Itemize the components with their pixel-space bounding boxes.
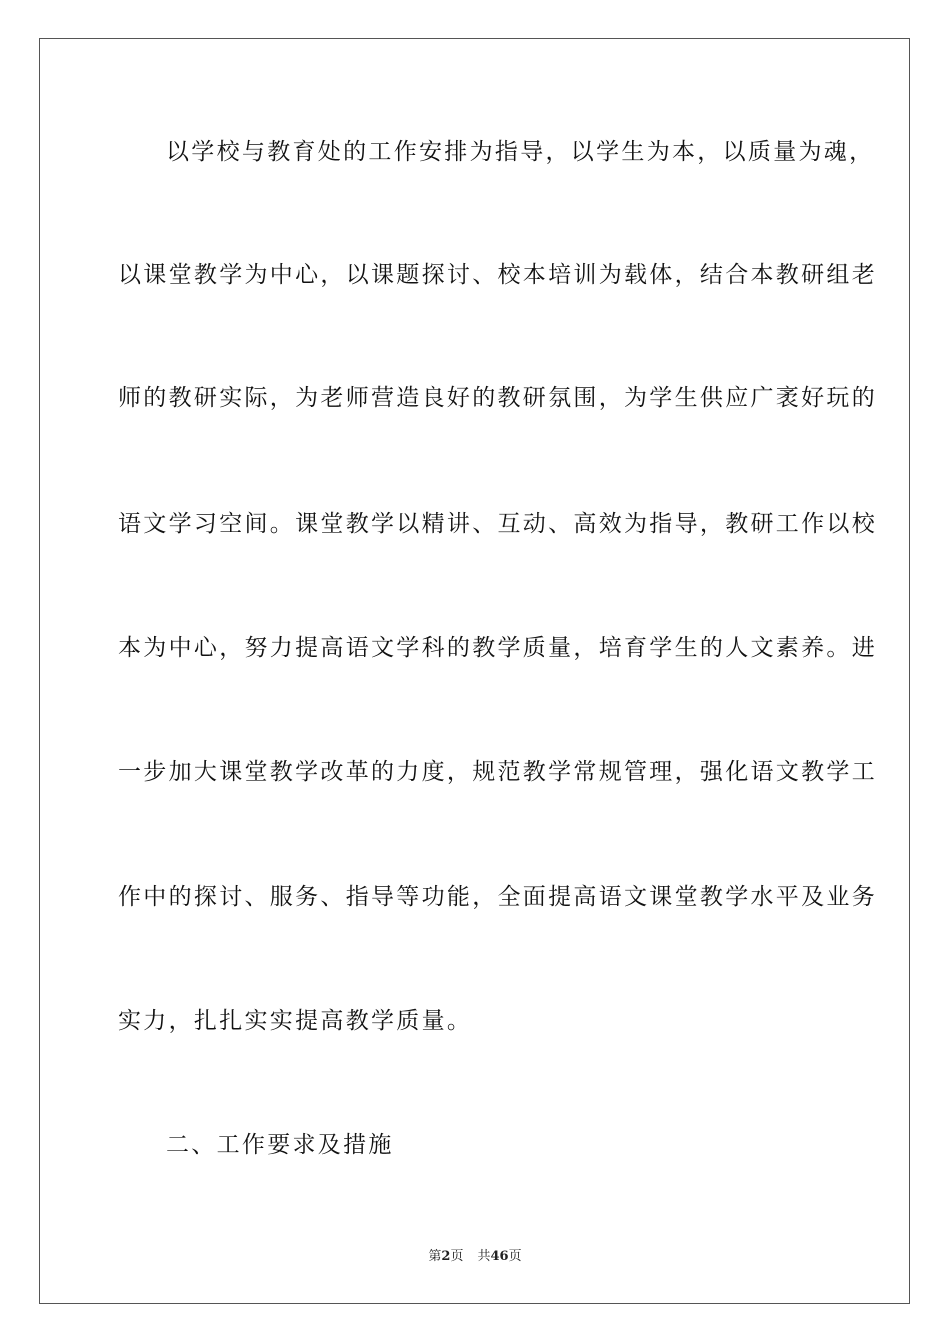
paragraph-line-7: 作中的探讨、服务、指导等功能，全面提高语文课堂教学水平及业务 xyxy=(118,884,877,910)
footer-page-prefix: 第 xyxy=(428,1249,442,1264)
paragraph-line-4: 语文学习空间。课堂教学以精讲、互动、高效为指导，教研工作以校 xyxy=(118,511,877,537)
paragraph-line-6: 一步加大课堂教学改革的力度，规范教学常规管理，强化语文教学工 xyxy=(118,759,877,785)
page-footer xyxy=(0,1248,950,1266)
footer-page-number: 2 xyxy=(441,1249,451,1264)
section-heading: 二、工作要求及措施 xyxy=(166,1132,394,1158)
paragraph-line-5: 本为中心，努力提高语文学科的教学质量，培育学生的人文素养。进 xyxy=(118,635,877,661)
paragraph-line-8: 实力，扎扎实实提高教学质量。 xyxy=(118,1008,473,1034)
footer-total-suffix: 页 xyxy=(508,1249,522,1264)
paragraph-line-2: 以课堂教学为中心，以课题探讨、校本培训为载体，结合本教研组老 xyxy=(118,262,877,288)
paragraph-line-1: 以学校与教育处的工作安排为指导，以学生为本，以质量为魂， xyxy=(166,139,875,165)
footer-total-prefix: 共 xyxy=(477,1249,491,1264)
footer-page-suffix: 页 xyxy=(450,1249,464,1264)
footer-total-pages: 46 xyxy=(490,1249,509,1264)
page-border xyxy=(39,38,910,1304)
paragraph-line-3: 师的教研实际，为老师营造良好的教研氛围，为学生供应广袤好玩的 xyxy=(118,385,877,411)
